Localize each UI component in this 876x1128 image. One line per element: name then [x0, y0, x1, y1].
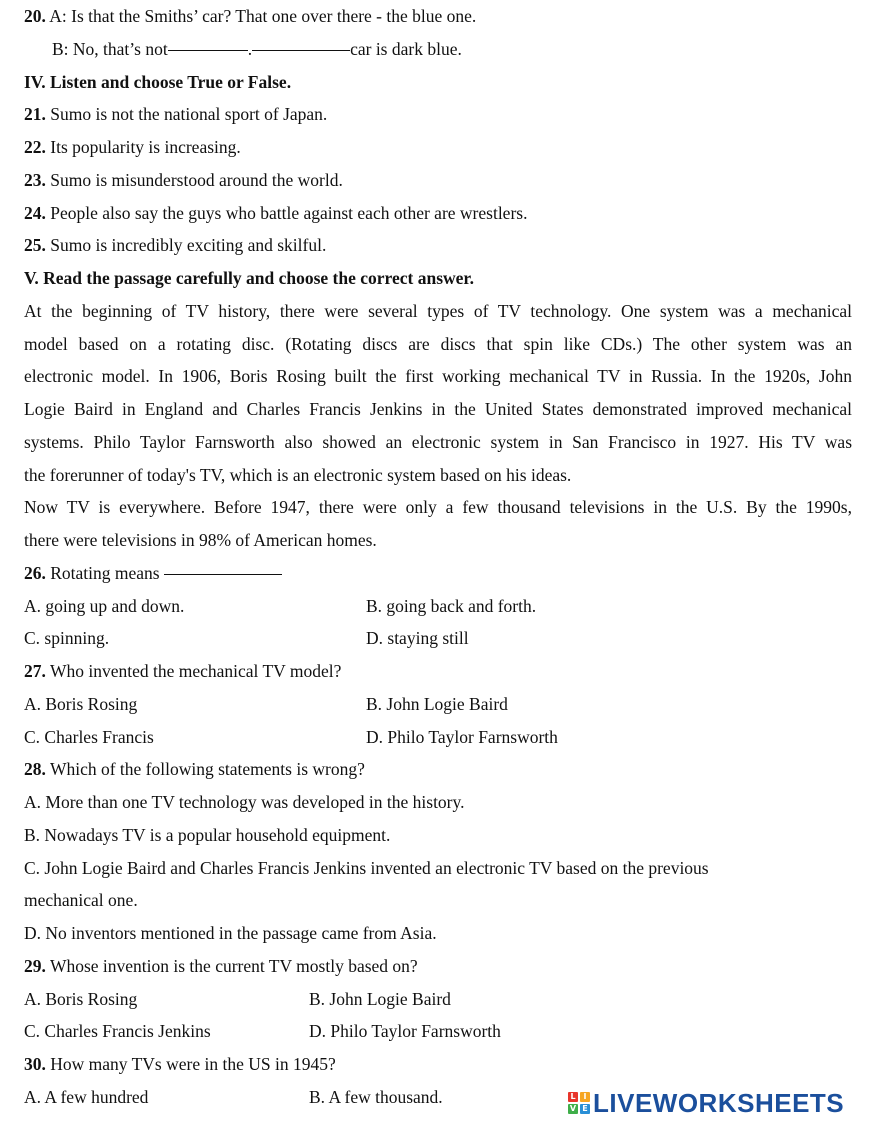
passage-line: At the beginning of TV history, there were several types of TV technology. One system was a mechanical: [24, 300, 852, 321]
question-text: Its popularity is increasing.: [50, 137, 241, 157]
answer-blank-2[interactable]: [252, 50, 350, 51]
question-number: 20.: [24, 6, 46, 26]
question-number: 26.: [24, 562, 46, 583]
option-d[interactable]: D. staying still: [366, 628, 469, 649]
option-a[interactable]: A. More than one TV technology was developed in the history.: [24, 792, 465, 812]
question-text: A: Is that the Smiths’ car? That one over there - the blue one.: [49, 6, 477, 26]
option-b[interactable]: B. Nowadays TV is a popular household equipment.: [24, 824, 391, 845]
options-row: [24, 1015, 852, 1048]
passage-line: there were televisions in 98% of American homes.: [24, 530, 377, 550]
dialogue-text: B: No, that’s not: [52, 38, 168, 59]
question-27: [24, 655, 852, 688]
question-20-b: [24, 33, 852, 66]
option-d[interactable]: D. No inventors mentioned in the passage came from Asia.: [24, 923, 437, 943]
passage-line: model based on a rotating disc. (Rotating discs are discs that spin like CDs.) The other system was an: [24, 333, 852, 354]
question-text: Rotating means: [50, 562, 160, 583]
option-a[interactable]: A. going up and down.: [24, 595, 185, 616]
passage-line: Now TV is everywhere. Before 1947, there were only a few thousand televisions in the U.S. By the 1990s,: [24, 497, 852, 518]
question-26: [24, 557, 852, 590]
question-number: 29.: [24, 955, 46, 976]
logo-cell: E: [580, 1104, 590, 1114]
options-row: [24, 721, 852, 754]
question-number: 24.: [24, 202, 46, 223]
liveworksheets-logo: [568, 1088, 844, 1118]
question-text: Sumo is incredibly exciting and skilful.: [50, 235, 327, 256]
option-b[interactable]: B. A few thousand.: [309, 1086, 443, 1107]
question-25[interactable]: [24, 229, 852, 262]
section-4-title: IV. Listen and choose True or False.: [24, 71, 292, 92]
passage-line: Logie Baird in England and Charles Francis Jenkins in the United States demonstrated improved mechanical: [24, 399, 852, 419]
option-c-continued[interactable]: mechanical one.: [24, 890, 138, 911]
option-c[interactable]: C. Charles Francis: [24, 726, 154, 747]
question-number: 28.: [24, 759, 46, 780]
question-text: Who invented the mechanical TV model?: [49, 661, 342, 681]
question-text: Whose invention is the current TV mostly based on?: [49, 955, 418, 976]
logo-text: LIVEWORKSHEETS: [593, 1087, 845, 1118]
option-d[interactable]: D. Philo Taylor Farnsworth: [309, 1021, 501, 1042]
question-23[interactable]: [24, 164, 852, 197]
options-row: [24, 590, 852, 623]
question-text: Sumo is misunderstood around the world.: [50, 169, 343, 190]
question-20-a: [24, 0, 852, 33]
question-24[interactable]: [24, 197, 852, 230]
options-row: [24, 688, 852, 721]
option-b[interactable]: B. John Logie Baird: [309, 988, 451, 1009]
question-text: Sumo is not the national sport of Japan.: [50, 104, 328, 125]
period: .: [247, 38, 253, 59]
option-c[interactable]: C. John Logie Baird and Charles Francis Jenkins invented an electronic TV based on the previous: [24, 857, 709, 878]
question-28: [24, 753, 852, 786]
question-number: 30.: [24, 1054, 46, 1074]
answer-blank[interactable]: [164, 574, 282, 575]
question-29: [24, 950, 852, 983]
answer-blank-1[interactable]: [168, 50, 248, 51]
logo-mark-icon: [568, 1092, 590, 1114]
logo-cell: I: [580, 1092, 590, 1102]
question-number: 21.: [24, 104, 46, 125]
section-5-title: V. Read the passage carefully and choose the correct answer.: [24, 268, 474, 288]
question-number: 22.: [24, 137, 46, 157]
question-22[interactable]: [24, 131, 852, 164]
question-number: 25.: [24, 235, 46, 256]
logo-cell: V: [569, 1104, 577, 1113]
logo-cell: L: [568, 1092, 578, 1102]
question-30: [24, 1048, 852, 1081]
option-a[interactable]: A. Boris Rosing: [24, 988, 138, 1009]
option-b[interactable]: B. going back and forth.: [366, 595, 537, 616]
dialogue-text: car is dark blue.: [350, 38, 462, 59]
option-b[interactable]: B. John Logie Baird: [366, 693, 508, 714]
worksheet-page: [24, 0, 852, 1114]
passage-line: systems. Philo Taylor Farnsworth also showed an electronic system in San Francisco in 1927. His TV was: [24, 431, 852, 452]
question-text: How many TVs were in the US in 1945?: [50, 1054, 336, 1074]
option-c[interactable]: C. spinning.: [24, 628, 110, 649]
question-text: Which of the following statements is wrong?: [49, 759, 365, 780]
question-text: People also say the guys who battle against each other are wrestlers.: [50, 202, 528, 223]
options-row: [24, 622, 852, 655]
passage-line: electronic model. In 1906, Boris Rosing built the first working mechanical TV in Russia. In the 1920s, John: [24, 366, 852, 387]
option-c[interactable]: C. Charles Francis Jenkins: [24, 1021, 211, 1042]
option-a[interactable]: A. Boris Rosing: [24, 693, 138, 714]
option-d[interactable]: D. Philo Taylor Farnsworth: [366, 726, 558, 747]
option-a[interactable]: A. A few hundred: [24, 1086, 149, 1107]
options-row: [24, 983, 852, 1016]
question-number: 27.: [24, 661, 46, 681]
passage-line: the forerunner of today's TV, which is an electronic system based on his ideas.: [24, 464, 572, 485]
question-number: 23.: [24, 169, 46, 190]
question-21[interactable]: [24, 98, 852, 131]
